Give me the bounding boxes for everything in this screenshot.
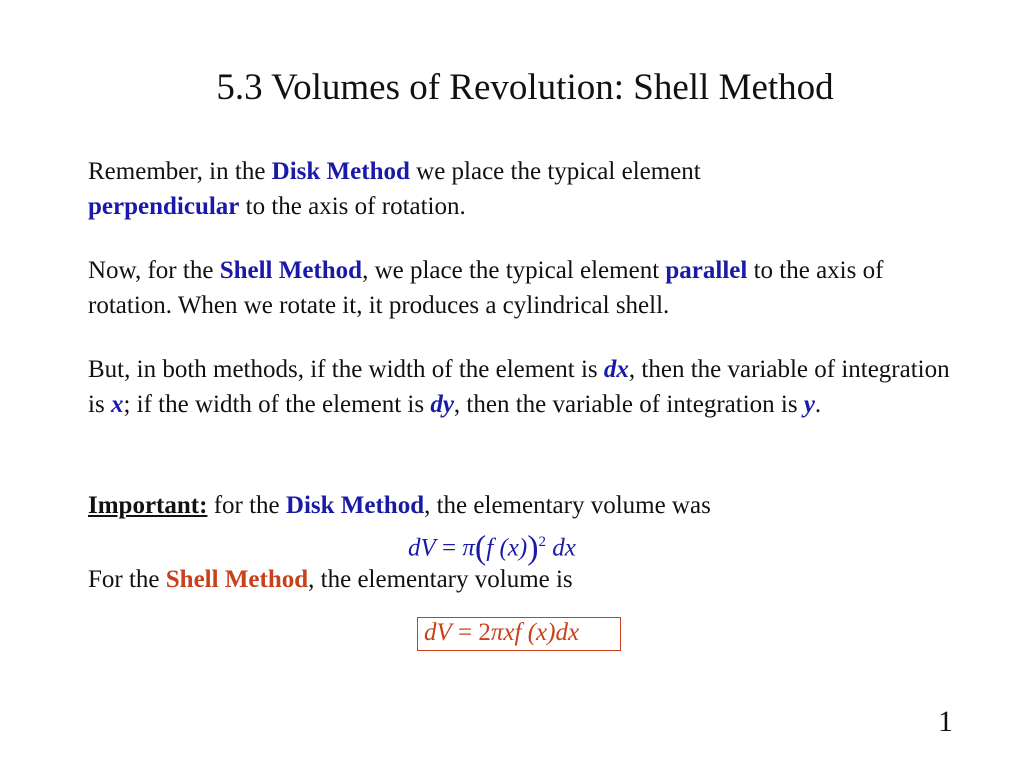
important-label: Important:	[88, 492, 208, 519]
term-perpendicular: perpendicular	[88, 193, 240, 220]
term-dx: dx	[603, 356, 629, 383]
term-dy: dy	[430, 391, 454, 418]
eq-dx: dx	[546, 534, 576, 562]
text-run: , the elementary volume was	[424, 492, 711, 519]
term-x: x	[110, 391, 124, 418]
eq-right-paren: )	[527, 529, 539, 567]
text-run: Now, for the	[88, 257, 220, 284]
eq-lhs: dV	[424, 619, 452, 646]
paragraph-variable-of-integration	[88, 352, 968, 422]
slide-title: 5.3 Volumes of Revolution: Shell Method	[216, 67, 834, 108]
eq-fx: f (x)	[486, 534, 528, 562]
shell-volume-equation	[424, 617, 579, 649]
text-run: ; if the width of the element is	[123, 391, 431, 418]
eq-exponent: 2	[538, 534, 547, 550]
eq-lhs: dV	[408, 534, 436, 562]
text-run: But, in both methods, if the width of the element is	[88, 356, 604, 383]
eq-two: 2	[478, 619, 491, 646]
text-run: , then the variable of integration is	[453, 391, 804, 418]
term-shell-method-highlight: Shell Method	[165, 566, 309, 593]
text-run: we place the typical element	[409, 158, 701, 185]
eq-left-paren: (	[474, 529, 487, 567]
paragraph-shell-volume	[88, 562, 968, 597]
text-run: to the axis of rotation. When we rotate it, it produces a cylindrical shell.	[88, 257, 884, 319]
eq-pi: π	[462, 534, 475, 562]
paragraph-shell-method	[88, 253, 968, 323]
term-shell-method: Shell Method	[219, 257, 363, 284]
text-run: , then the variable of integration is	[88, 356, 950, 418]
term-disk-method: Disk Method	[271, 158, 410, 185]
term-y: y	[803, 391, 815, 418]
eq-rest: πxf (x)dx	[490, 619, 580, 646]
eq-equals: =	[451, 619, 479, 646]
text-run: For the	[88, 566, 166, 593]
eq-equals: =	[435, 534, 463, 562]
disk-volume-equation	[408, 526, 576, 567]
term-disk-method: Disk Method	[285, 492, 425, 519]
paragraph-important	[88, 488, 968, 523]
text-run: for the	[207, 492, 286, 519]
text-run: , the elementary volume is	[308, 566, 573, 593]
page-number: 1	[938, 705, 953, 738]
text-run: , we place the typical element	[362, 257, 666, 284]
paragraph-disk-method	[88, 154, 968, 224]
text-run: to the axis of rotation.	[239, 193, 466, 220]
text-run: .	[814, 391, 822, 418]
text-run: Remember, in the	[88, 158, 272, 185]
term-parallel: parallel	[665, 257, 748, 284]
